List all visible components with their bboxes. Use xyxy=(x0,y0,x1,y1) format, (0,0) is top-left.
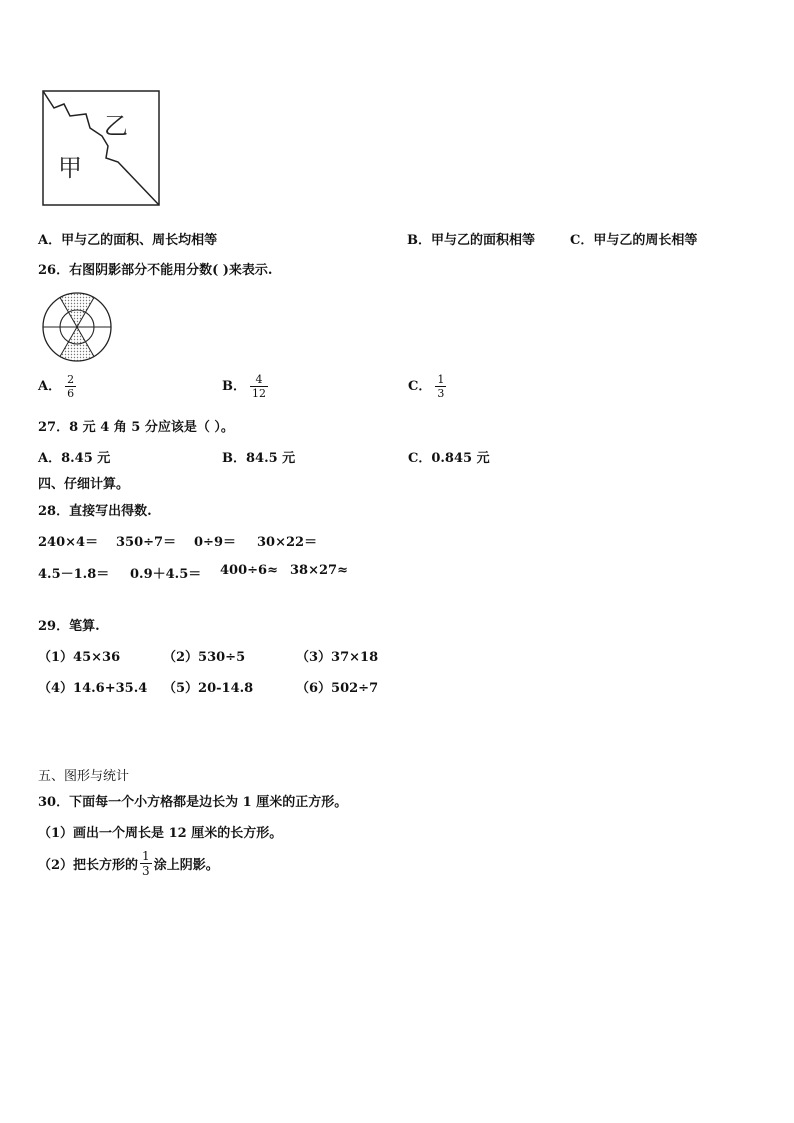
q27-option-a: A．8.45 元 xyxy=(38,451,111,466)
q30-stem: 30．下面每一个小方格都是边长为 1 厘米的正方形。 xyxy=(38,795,348,810)
q29-item-4: （4）14.6+35.4 xyxy=(38,681,148,696)
q29-item-5: （5）20-14.8 xyxy=(163,681,254,696)
q26-option-b: B． $\frac{4}{12}$ xyxy=(222,373,266,400)
q30-part1: （1）画出一个周长是 12 厘米的长方形。 xyxy=(38,826,283,841)
q26-option-a: A． $\frac{2}{6}$ xyxy=(38,373,75,400)
q25-option-a: A．甲与乙的面积、周长均相等 xyxy=(38,233,218,248)
q27-stem: 27．8 元 4 角 5 分应该是（ ）。 xyxy=(38,420,234,435)
fraction-1-3: $\frac{1}{3}$ xyxy=(437,373,445,400)
q29-item-2: （2）530÷5 xyxy=(163,650,246,665)
q27-option-c: C．0.845 元 xyxy=(408,451,490,466)
q28-row1-item4: 30×22＝ xyxy=(257,535,318,550)
zigzag-dividing-line xyxy=(43,91,159,205)
square-outline xyxy=(43,91,159,205)
q28-row2-item1: 4.5－1.8＝ xyxy=(38,567,110,582)
q26-circle-figure xyxy=(37,287,117,367)
fraction-2-6: $\frac{2}{6}$ xyxy=(67,373,75,400)
q29-item-1: （1）45×36 xyxy=(38,650,121,665)
q29-stem: 29．笔算. xyxy=(38,619,100,634)
label-yi: 乙 xyxy=(104,112,128,140)
label-jia: 甲 xyxy=(58,154,82,182)
q28-row1-item2: 350÷7＝ xyxy=(116,535,177,550)
q29-item-6: （6）502÷7 xyxy=(296,681,379,696)
q25-option-c: C．甲与乙的周长相等 xyxy=(570,233,698,248)
fraction-1-3-q30: $\frac{1}{3}$ xyxy=(142,849,150,878)
q25-option-b: B．甲与乙的面积相等 xyxy=(407,233,535,248)
section-4-heading: 四、仔细计算。 xyxy=(38,477,130,492)
q26-stem: 26．右图阴影部分不能用分数( )来表示. xyxy=(38,263,273,278)
section-5-heading: 五、图形与统计 xyxy=(38,769,130,784)
q26-option-c: C． $\frac{1}{3}$ xyxy=(408,373,445,400)
q28-row2-item2: 0.9＋4.5＝ xyxy=(130,567,202,582)
q28-row1-item3: 0÷9＝ xyxy=(194,535,236,550)
jia-yi-square-figure xyxy=(40,88,162,208)
q29-item-3: （3）37×18 xyxy=(296,650,379,665)
q27-option-b: B．84.5 元 xyxy=(222,451,296,466)
q28-row2-item4: 38×27≈ xyxy=(290,563,348,578)
fraction-4-12: $\frac{4}{12}$ xyxy=(252,373,266,400)
q30-part2: （2）把长方形的 $\frac{1}{3}$ 涂上阴影。 xyxy=(38,849,219,878)
q28-row2-item3: 400÷6≈ xyxy=(220,563,278,578)
q28-row1-item1: 240×4＝ xyxy=(38,535,99,550)
q28-stem: 28．直接写出得数. xyxy=(38,504,152,519)
